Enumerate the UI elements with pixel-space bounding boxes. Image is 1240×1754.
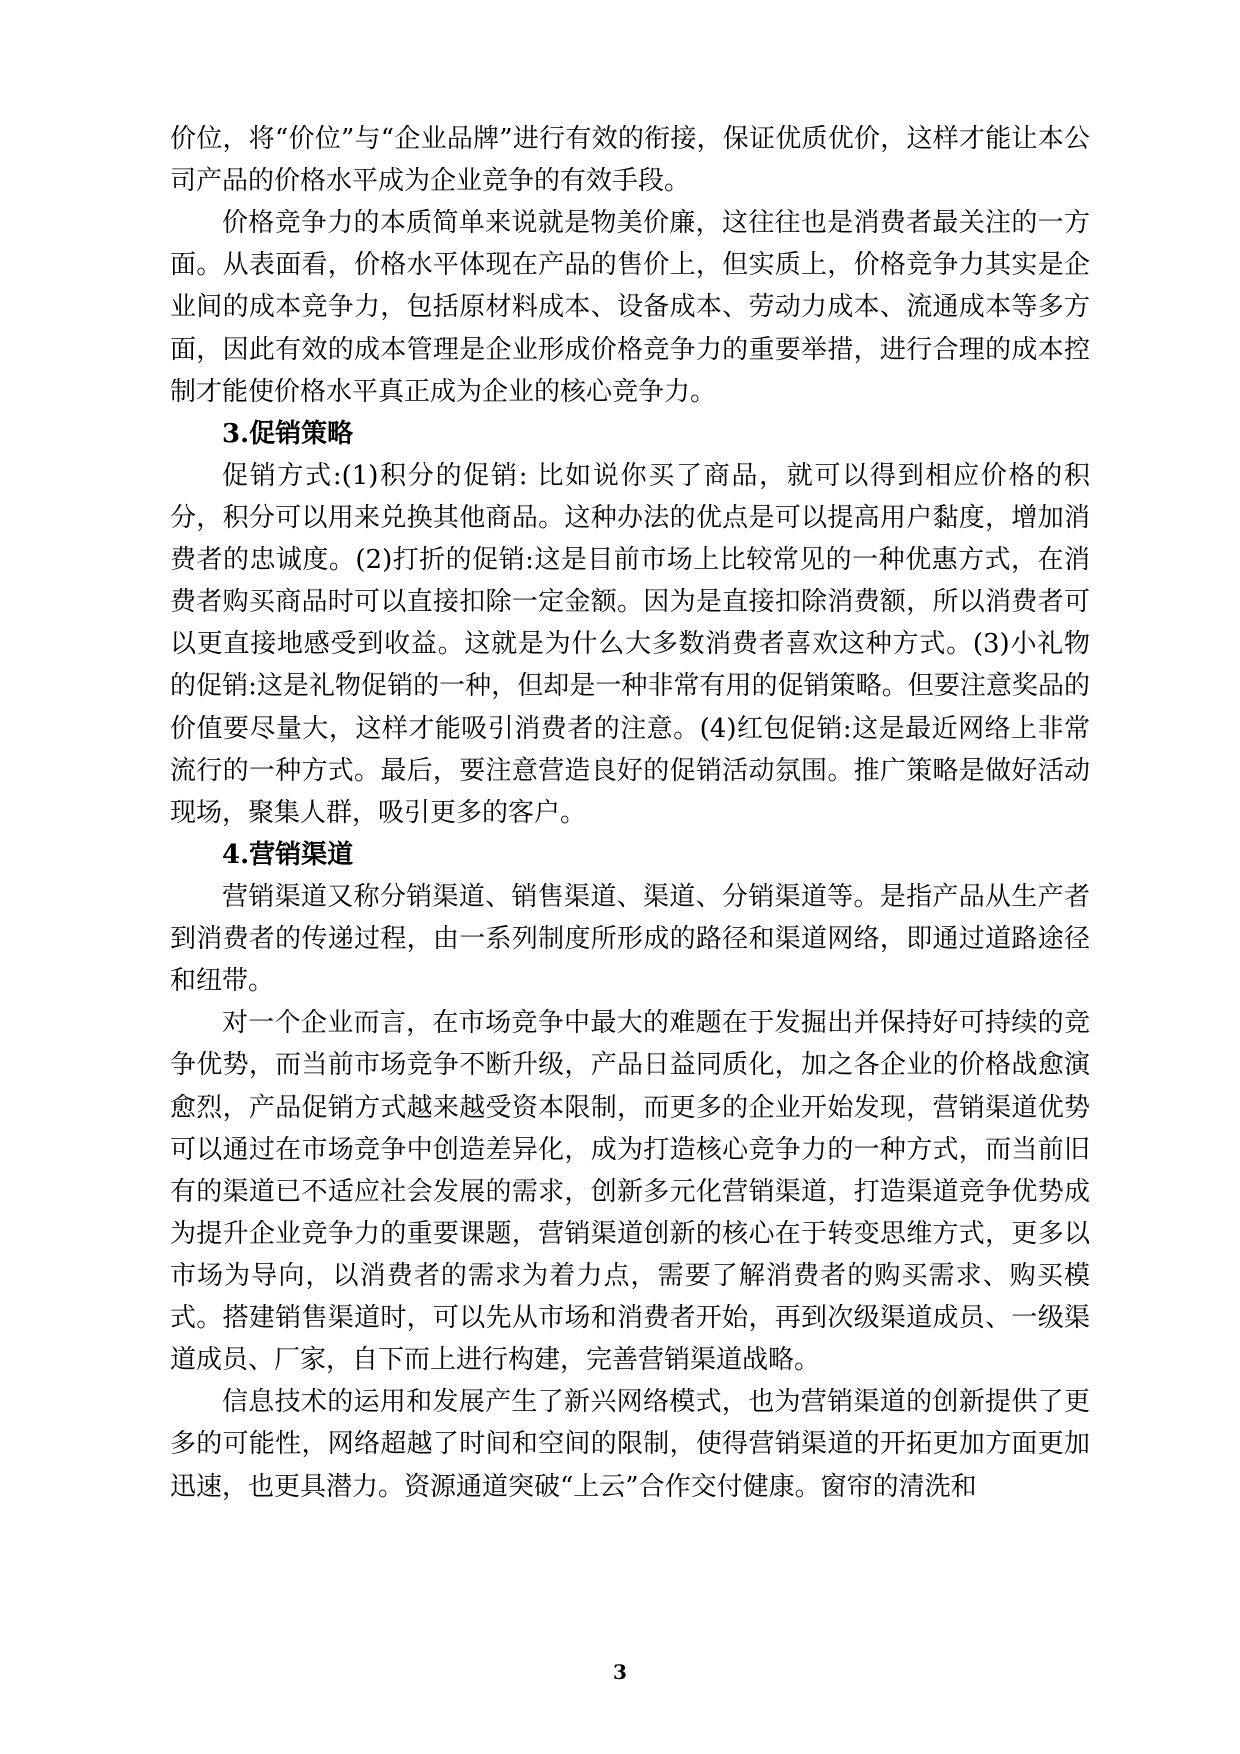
section-heading: 4.营销渠道 — [222, 839, 354, 870]
page-number: 3 — [613, 1660, 627, 1684]
paragraph: 价位，将“价位”与“企业品牌”进行有效的衔接，保证优质优价，这样才能让本公司产品的价格水平成为企业竞争的有效手段。 — [170, 124, 1090, 197]
paragraph: 信息技术的运用和发展产生了新兴网络模式，也为营销渠道的创新提供了更多的可能性，网络超越了时间和空间的限制，使得营销渠道的开拓更加方面更加迅速，也更具潜力。资源通道突破“上云”合作交付健康。窗帘的清洗和 — [170, 1387, 1090, 1502]
paragraph: 对一个企业而言，在市场竞争中最大的难题在于发掘出并保持好可持续的竞争优势，而当前市场竞争不断升级，产品日益同质化，加之各企业的价格战愈演愈烈，产品促销方式越来越受资本限制，而更多的企业开始发现，营销渠道优势可以通过在市场竞争中创造差异化，成为打造核心竞争力的一种方式，而当前旧有的渠道已不适应社会发展的需求，创新多元化营销渠道，打造渠道竞争优势成为提升企业竞争力的重要课题，营销渠道创新的核心在于转变思维方式，更多以市场为导向，以消费者的需求为着力点，需要了解消费者的购买需求、购买模式。搭建销售渠道时，可以先从市场和消费者开始，再到次级渠道成员、一级渠道成员、厂家，自下而上进行构建，完善营销渠道战略。 — [170, 1008, 1090, 1376]
paragraph: 促销方式:(1)积分的促销: 比如说你买了商品，就可以得到相应价格的积分，积分可以用来兑换其他商品。这种办法的优点是可以提高用户黏度，增加消费者的忠诚度。(2)打折的促销:这是目前市场上比较常见的一种优惠方式，在消费者购买商品时可以直接扣除一定金额。因为是直接扣除消费额，所以消费者可以更直接地感受到收益。这就是为什么大多数消费者喜欢这种方式。(3)小礼物的促销:这是礼物促销的一种，但却是一种非常有用的促销策略。但要注意奖品的价值要尽量大，这样才能吸引消费者的注意。(4)红包促销:这是最近网络上非常流行的一种方式。最后，要注意营造良好的促销活动氛围。推广策略是做好活动现场，聚集人群，吸引更多的客户。 — [170, 460, 1090, 828]
document-body — [170, 118, 1090, 1508]
section-heading: 3.促销策略 — [222, 418, 354, 449]
paragraph: 营销渠道又称分销渠道、销售渠道、渠道、分销渠道等。是指产品从生产者到消费者的传递过程，由一系列制度所形成的路径和渠道网络，即通过道路途径和纽带。 — [170, 881, 1090, 997]
paragraph: 价格竞争力的本质简单来说就是物美价廉，这往往也是消费者最关注的一方面。从表面看，价格水平体现在产品的售价上，但实质上，价格竞争力其实是企业间的成本竞争力，包括原材料成本、设备成本、劳动力成本、流通成本等多方面，因此有效的成本管理是企业形成价格竞争力的重要举措，进行合理的成本控制才能使价格水平真正成为企业的核心竞争力。 — [170, 208, 1090, 407]
